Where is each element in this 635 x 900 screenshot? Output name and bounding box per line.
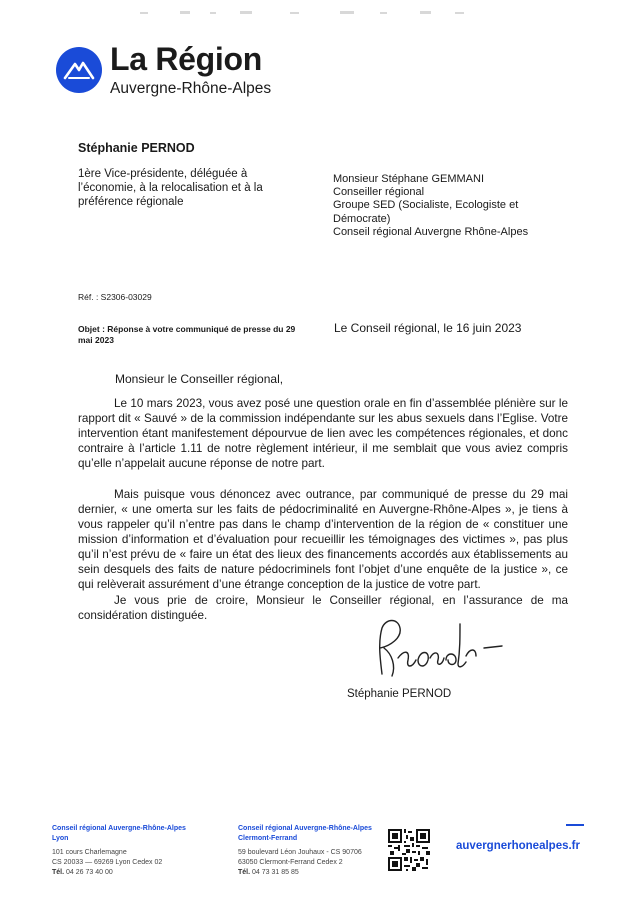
- logo-subtitle: Auvergne-Rhône-Alpes: [110, 80, 272, 97]
- recipient-address: [333, 173, 573, 239]
- footer-address-line: CS 20033 — 69269 Lyon Cedex 02: [52, 859, 163, 866]
- footer-address-clermont: [238, 824, 372, 878]
- place-date: Le Conseil régional, le 16 juin 2023: [334, 321, 522, 335]
- footer-accent-rule: [566, 824, 584, 826]
- scan-mark-strip: [140, 10, 470, 16]
- sender-name: Stéphanie PERNOD: [78, 141, 195, 155]
- salutation: Monsieur le Conseiller régional,: [115, 372, 284, 386]
- sender-role: 1ère Vice-présidente, déléguée à l’économie, à la relocalisation et à la préférence régionale: [78, 168, 263, 208]
- recipient-line: Groupe SED (Socialiste, Ecologiste et: [333, 199, 519, 212]
- region-logo-icon: [56, 47, 102, 93]
- footer-tel: 04 73 31 85 85: [252, 869, 299, 876]
- signature-name: Stéphanie PERNOD: [347, 688, 452, 700]
- footer-address-line: 59 boulevard Léon Jouhaux - CS 90706: [238, 849, 362, 856]
- recipient-line: Conseiller régional: [333, 186, 425, 199]
- footer-org: Conseil régional Auvergne-Rhône-Alpes: [52, 825, 186, 832]
- footer-address-lyon: [52, 824, 186, 878]
- recipient-line: Conseil régional Auvergne Rhône-Alpes: [333, 225, 529, 238]
- footer-tel-label: Tél.: [52, 869, 65, 876]
- footer-city: Lyon: [52, 835, 69, 842]
- handwritten-signature: [368, 614, 508, 680]
- qr-code-icon: [388, 829, 430, 871]
- body-paragraph: Mais puisque vous dénoncez avec outrance, par communiqué de presse du 29 mai dernier, « une omerta sur les faits de pédocriminalité en Auvergne-Rhône-Alpes », je tiens à vous rappeler qu’il n’entre pas dans le champ d’intervention de la région de « constituer une mission d’information et d’évaluation pour recueillir les témoignages des victimes », pas plus qu’il n’est prévu de « faire un état des lieux des financements accordés aux établissements au sein desquels des faits de nature pédocriminels font l’objet d’une enquête de la justice », ce qui relèverait assurément d’une étrange conception de la justice de votre part.: [78, 488, 568, 591]
- logo-title: La Région: [110, 41, 262, 77]
- recipient-line: Monsieur Stéphane GEMMANI: [333, 173, 485, 185]
- footer-address-line: 101 cours Charlemagne: [52, 849, 127, 856]
- footer-address-line: 63050 Clermont-Ferrand Cedex 2: [238, 859, 343, 866]
- footer-city: Clermont-Ferrand: [238, 835, 298, 842]
- letter-object: Objet : Réponse à votre communiqué de presse du 29 mai 2023: [78, 324, 296, 345]
- website-link[interactable]: auvergnerhonealpes.fr: [456, 840, 580, 852]
- footer-org: Conseil régional Auvergne-Rhône-Alpes: [238, 825, 372, 832]
- recipient-line: Démocrate): [333, 212, 391, 225]
- body-paragraph: Le 10 mars 2023, vous avez posé une question orale en fin d’assemblée plénière sur le rapport dit « Sauvé » de la commission indépendante sur les abus sexuels dans l’Eglise. Votre intervention étant manifestement dépourvue de lien avec les compétences régionales, et donc contraire à l’article 1.11 de notre règlement intérieur, il me semblait que vous aviez compris qu’elle n’appelait aucune réponse de notre part.: [78, 397, 568, 470]
- closing-paragraph: Je vous prie de croire, Monsieur le Conseiller régional, en l’assurance de ma considération distinguée.: [78, 594, 568, 622]
- footer-tel-label: Tél.: [238, 869, 251, 876]
- reference: Réf. : S2306-03029: [78, 292, 152, 302]
- footer-tel: 04 26 73 40 00: [66, 869, 113, 876]
